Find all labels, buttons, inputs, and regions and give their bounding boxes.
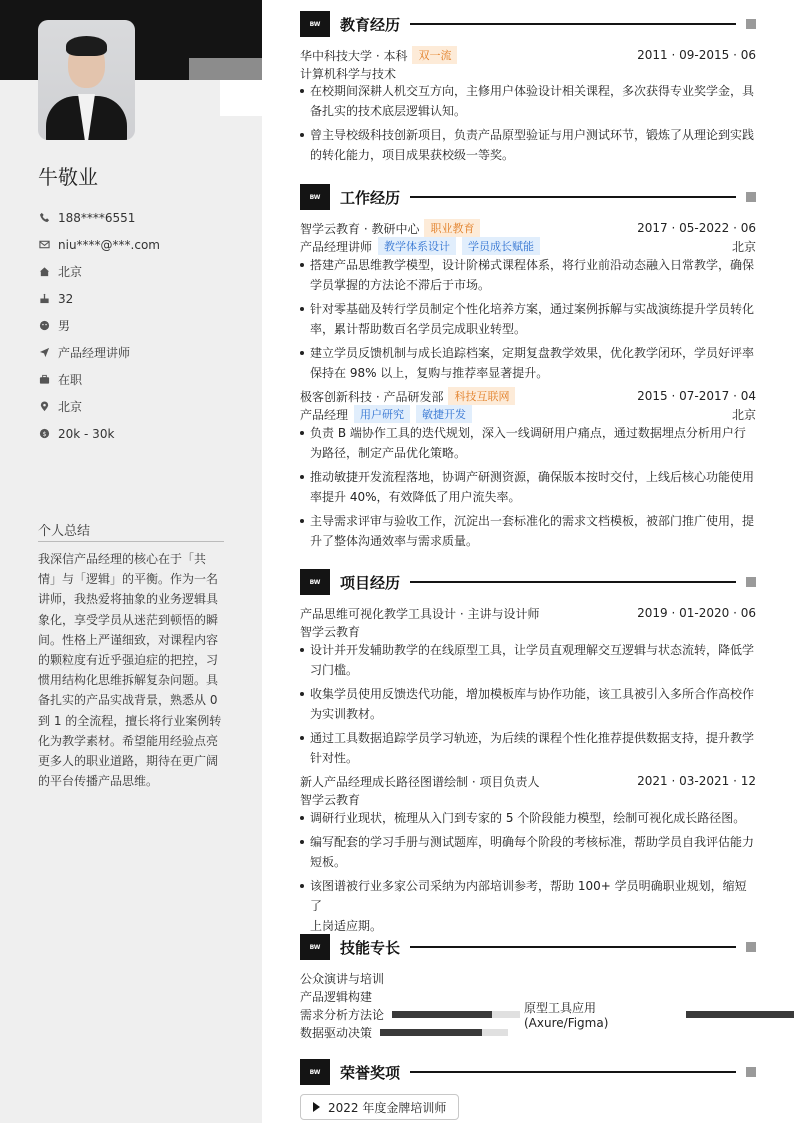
job-role: 产品经理讲师	[300, 239, 373, 254]
summary-line: 到 1 的全流程，擅长将行业案例转	[38, 713, 222, 728]
summary-line: 更多人的职业道路，期待在更广阔	[38, 754, 219, 769]
location-pin-icon	[38, 401, 50, 413]
job-company-row	[300, 219, 756, 237]
bullet-item: 推动敏捷开发流程落地，协调产研测资源，确保版本按时交付，上线后核心功能使用 率提升 40%，有效降低了用户流失率。	[300, 467, 756, 507]
job-company: 智学云教育 · 教研中心	[300, 221, 420, 236]
project-period: 2021 · 03-2021 · 12	[637, 774, 756, 788]
summary-text	[38, 549, 224, 791]
education-major: 计算机科学与技术	[300, 66, 397, 81]
summary-line: 讲师，我热爱将抽象的业务逻辑具	[38, 592, 219, 607]
section-badge: BW	[300, 11, 330, 37]
job-industry-tag: 科技互联网	[448, 387, 515, 405]
project-org: 智学云教育	[300, 624, 361, 639]
contact-info-item: 男	[38, 312, 160, 339]
skill-rated-item: 数据驱动决策	[300, 1023, 508, 1041]
section-badge: BW	[300, 934, 330, 960]
mail-icon	[38, 239, 50, 251]
project-name: 新人产品经理成长路径图谱绘制 · 项目负责人	[300, 774, 540, 789]
profile-photo	[38, 20, 135, 140]
section-title: 技能专长	[340, 938, 401, 957]
section-badge: BW	[300, 569, 330, 595]
summary-title: 个人总结	[38, 520, 224, 542]
summary-line: 化为教学素材。希望能用经验点亮	[38, 733, 219, 748]
project-org-row	[300, 622, 756, 640]
summary-line: 惯用结构化思维拆解复杂问题。具	[38, 673, 219, 688]
home-icon	[38, 266, 50, 278]
summary-line: 的颗粒度有近乎强迫症的把控，习	[38, 653, 219, 668]
project-title-row	[300, 772, 756, 790]
contact-info-item: 32	[38, 285, 160, 312]
phone-icon	[38, 212, 50, 224]
section-title: 教育经历	[340, 15, 401, 34]
project-title-row	[300, 604, 756, 622]
honor-item[interactable]: 2022 年度金牌培训师	[300, 1094, 459, 1120]
project-name: 产品思维可视化教学工具设计 · 主讲与设计师	[300, 606, 540, 621]
skill-plain-item: 产品逻辑构建	[300, 989, 373, 1004]
summary-line: 我深信产品经理的核心在于「共	[38, 552, 207, 566]
sidebar-gray-accent	[189, 58, 262, 80]
sidebar	[0, 0, 262, 1123]
bullet-item: 该图谱被行业多家公司采纳为内部培训参考，帮助 100+ 学员明确职业规划，缩短了 上岗适应期。	[300, 876, 756, 936]
send-icon	[38, 347, 50, 359]
cake-icon	[38, 293, 50, 305]
section-projects-header	[300, 569, 756, 595]
project-period: 2019 · 01-2020 · 06	[637, 606, 756, 620]
job-city: 北京	[731, 407, 756, 422]
contact-info-item: 在职	[38, 366, 160, 393]
bullet-item: 调研行业现状，梳理从入门到专家的 5 个阶段能力模型，绘制可视化成长路径图。	[300, 808, 756, 828]
job-role-row	[300, 405, 756, 423]
bullet-item: 主导需求评审与验收工作，沉淀出一套标准化的需求文档模板，被部门推广使用，提 升了整体沟通效率与需求质量。	[300, 511, 756, 551]
project-org-row	[300, 790, 756, 808]
section-honors-header	[300, 1059, 756, 1085]
play-triangle-icon	[313, 1102, 320, 1112]
contact-info-item: 产品经理讲师	[38, 339, 160, 366]
job-industry-tag: 职业教育	[424, 219, 480, 237]
skill-level-bar	[686, 1011, 794, 1018]
education-period: 2011 · 09-2015 · 06	[637, 48, 756, 62]
section-skills-header	[300, 934, 756, 960]
skill-rated-item: 原型工具应用 (Axure/Figma)	[524, 1005, 794, 1023]
bullet-item: 负责 B 端协作工具的迭代规划，深入一线调研用户痛点，通过数据埋点分析用户行 为路径，制定产品优化策略。	[300, 423, 756, 463]
school-tag: 双一流	[412, 46, 457, 64]
school-name: 华中科技大学 · 本科	[300, 48, 408, 63]
gender-icon	[38, 320, 50, 332]
sidebar-white-accent	[220, 80, 262, 116]
svg-text:$: $	[41, 429, 47, 438]
skill-level-bar	[380, 1029, 508, 1036]
section-title: 项目经历	[340, 573, 401, 592]
summary-line: 象化，享受学员从迷茫到顿悟的瞬	[38, 612, 219, 627]
profile-name: 牛敬业	[38, 165, 98, 189]
job-company-row	[300, 387, 756, 405]
section-education-header	[300, 11, 756, 37]
bullet-item: 编写配套的学习手册与测试题库，明确每个阶段的考核标准，帮助学员自我评估能力 短板。	[300, 832, 756, 872]
job-role-row	[300, 237, 756, 255]
briefcase-icon	[38, 374, 50, 386]
skill-plain-item: 公众演讲与培训	[300, 971, 385, 986]
job-city: 北京	[731, 239, 756, 254]
job-role-tag: 学员成长赋能	[462, 237, 540, 255]
job-period: 2017 · 05-2022 · 06	[637, 221, 756, 235]
bullet-item: 针对零基础及转行学员制定个性化培养方案，通过案例拆解与实战演练提升学员转化 率，累计帮助数百名学员完成职业转型。	[300, 299, 756, 339]
bullet-item: 搭建产品思维教学模型，设计阶梯式课程体系，将行业前沿动态融入日常教学，确保 学员掌握的方法论不滞后于市场。	[300, 255, 756, 295]
job-period: 2015 · 07-2017 · 04	[637, 389, 756, 403]
contact-info-item: niu****@***.com	[38, 231, 160, 258]
skill-rated-item: 需求分析方法论	[300, 1005, 520, 1023]
summary-line: 备扎实的产品实战背景，熟悉从 0	[38, 693, 218, 708]
education-school-row	[300, 46, 756, 64]
bullet-item: 通过工具数据追踪学员学习轨迹，为后续的课程个性化推荐提供数据支持，提升教学 针对性。	[300, 728, 756, 768]
bullet-item: 在校期间深耕人机交互方向，主修用户体验设计相关课程，多次获得专业奖学金，具 备扎实的技术底层逻辑认知。	[300, 81, 756, 121]
contact-info-item: 北京	[38, 393, 160, 420]
bullet-item: 建立学员反馈机制与成长追踪档案，定期复盘教学效果，优化教学闭环，学员好评率 保持在 98% 以上，复购与推荐率显著提升。	[300, 343, 756, 383]
bullet-item: 设计并开发辅助教学的在线原型工具，让学员直观理解交互逻辑与状态流转，降低学 习门槛。	[300, 640, 756, 680]
bullet-item: 收集学员使用反馈迭代功能，增加模板库与协作功能，该工具被引入多所合作高校作 为实训教材。	[300, 684, 756, 724]
skill-level-bar	[392, 1011, 520, 1018]
job-role-tag: 教学体系设计	[378, 237, 456, 255]
job-role-tag: 用户研究	[354, 405, 410, 423]
section-badge: BW	[300, 1059, 330, 1085]
summary-line: 间。性格上严谨细致，对课程内容	[38, 632, 219, 647]
bullet-item: 曾主导校级科技创新项目，负责产品原型验证与用户测试环节，锻炼了从理论到实践 的转化能力，项目成果获校级一等奖。	[300, 125, 756, 165]
project-org: 智学云教育	[300, 792, 361, 807]
job-company: 极客创新科技 · 产品研发部	[300, 389, 444, 404]
job-role-tag: 敏捷开发	[416, 405, 472, 423]
money-icon	[38, 428, 50, 440]
contact-info-list	[38, 204, 160, 447]
summary-line: 的平台传播产品思维。	[38, 774, 159, 789]
section-work-header	[300, 184, 756, 210]
contact-info-item: 北京	[38, 258, 160, 285]
job-role: 产品经理	[300, 407, 349, 422]
section-badge: BW	[300, 184, 330, 210]
contact-info-item: $ 20k - 30k	[38, 420, 160, 447]
section-title: 工作经历	[340, 188, 401, 207]
summary-line: 情」与「逻辑」的平衡。作为一名	[38, 572, 219, 587]
section-title: 荣誉奖项	[340, 1063, 401, 1082]
contact-info-item: 188****6551	[38, 204, 160, 231]
